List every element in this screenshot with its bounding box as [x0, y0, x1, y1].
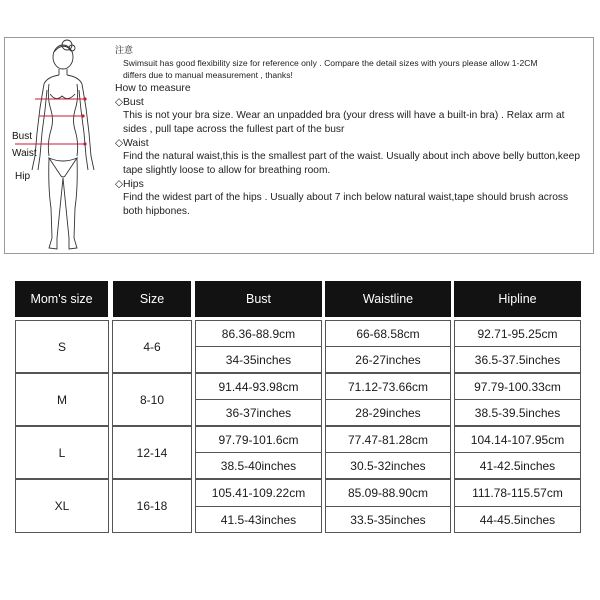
row-xl-mom-size: XL	[15, 479, 109, 533]
header-waistline: Waistline	[325, 281, 451, 317]
header-size: Size	[113, 281, 191, 317]
row-m-size: 8-10	[112, 373, 192, 426]
hip-marker-label: Hip	[15, 171, 31, 182]
row-l-hip-in: 41-42.5inches	[454, 452, 581, 479]
row-m-hip-cm: 97.79-100.33cm	[454, 373, 581, 400]
row-s-size: 4-6	[112, 320, 192, 373]
row-m-waist-in: 28-29inches	[325, 399, 451, 426]
row-l-hip-cm: 104.14-107.95cm	[454, 426, 581, 453]
row-xl-waist-in: 33.5-35inches	[325, 506, 451, 533]
bust-text-line1: This is not your bra size. Wear an unpadded bra (your dress will have a built-in bra) . Relax arm at	[123, 110, 565, 121]
waist-text-line2: tape slightly loose to allow for breathing room.	[123, 164, 331, 176]
hips-heading-text: Hips	[123, 179, 144, 190]
bullet-icon: ◇	[115, 179, 123, 190]
row-m-hip-in: 38.5-39.5inches	[454, 399, 581, 426]
bullet-icon: ◇	[115, 138, 123, 149]
row-xl-hip-cm: 111.78-115.57cm	[454, 479, 581, 507]
row-s-hip-in: 36.5-37.5inches	[454, 346, 581, 373]
bullet-icon: ◇	[115, 97, 123, 108]
row-m-waist-cm: 71.12-73.66cm	[325, 373, 451, 400]
row-s-waist-in: 26-27inches	[325, 346, 451, 373]
hips-text-line2: both hipbones.	[123, 205, 190, 217]
row-m-bust-cm: 91.44-93.98cm	[195, 373, 322, 400]
row-s-bust-cm: 86.36-88.9cm	[195, 320, 322, 347]
row-m-bust-in: 36-37inches	[195, 399, 322, 426]
waist-marker-label: Waist	[12, 148, 37, 159]
row-xl-size: 16-18	[112, 479, 192, 533]
row-xl-bust-in: 41.5-43inches	[195, 506, 322, 533]
row-s-hip-cm: 92.71-95.25cm	[454, 320, 581, 347]
header-hipline: Hipline	[454, 281, 581, 317]
row-s-waist-cm: 66-68.58cm	[325, 320, 451, 347]
row-l-bust-cm: 97.79-101.6cm	[195, 426, 322, 453]
header-bust: Bust	[195, 281, 322, 317]
row-l-size: 12-14	[112, 426, 192, 479]
row-xl-hip-in: 44-45.5inches	[454, 506, 581, 533]
notes-title: 注意	[115, 45, 134, 55]
hips-text-line1: Find the widest part of the hips . Usually about 7 inch below natural waist,tape should brush across	[123, 192, 569, 203]
row-s-bust-in: 34-35inches	[195, 346, 322, 373]
notes-intro-line2: differs due to manual measurement , thanks!	[123, 70, 293, 80]
bust-marker-label: Bust	[12, 131, 33, 142]
how-to-measure-heading: How to measure	[115, 83, 191, 94]
row-xl-bust-cm: 105.41-109.22cm	[195, 479, 322, 507]
row-xl-waist-cm: 85.09-88.90cm	[325, 479, 451, 507]
notes-intro-line1: Swimsuit has good flexibility size for reference only . Compare the detail sizes with yours please allow 1-2CM	[123, 58, 538, 68]
waist-heading-text: Waist	[123, 138, 149, 149]
header-moms-size: Mom's size	[15, 281, 108, 317]
bust-text-line2: sides , pull tape across the fullest part of the busr	[123, 123, 345, 135]
row-l-waist-in: 30.5-32inches	[325, 452, 451, 479]
bust-heading-text: Bust	[123, 97, 144, 108]
row-l-mom-size: L	[15, 426, 109, 479]
waist-text-line1: Find the natural waist,this is the smallest part of the waist. Usually about inch above belly button,keep	[123, 151, 580, 162]
row-l-bust-in: 38.5-40inches	[195, 452, 322, 479]
row-m-mom-size: M	[15, 373, 109, 426]
row-s-mom-size: S	[15, 320, 109, 373]
row-l-waist-cm: 77.47-81.28cm	[325, 426, 451, 453]
